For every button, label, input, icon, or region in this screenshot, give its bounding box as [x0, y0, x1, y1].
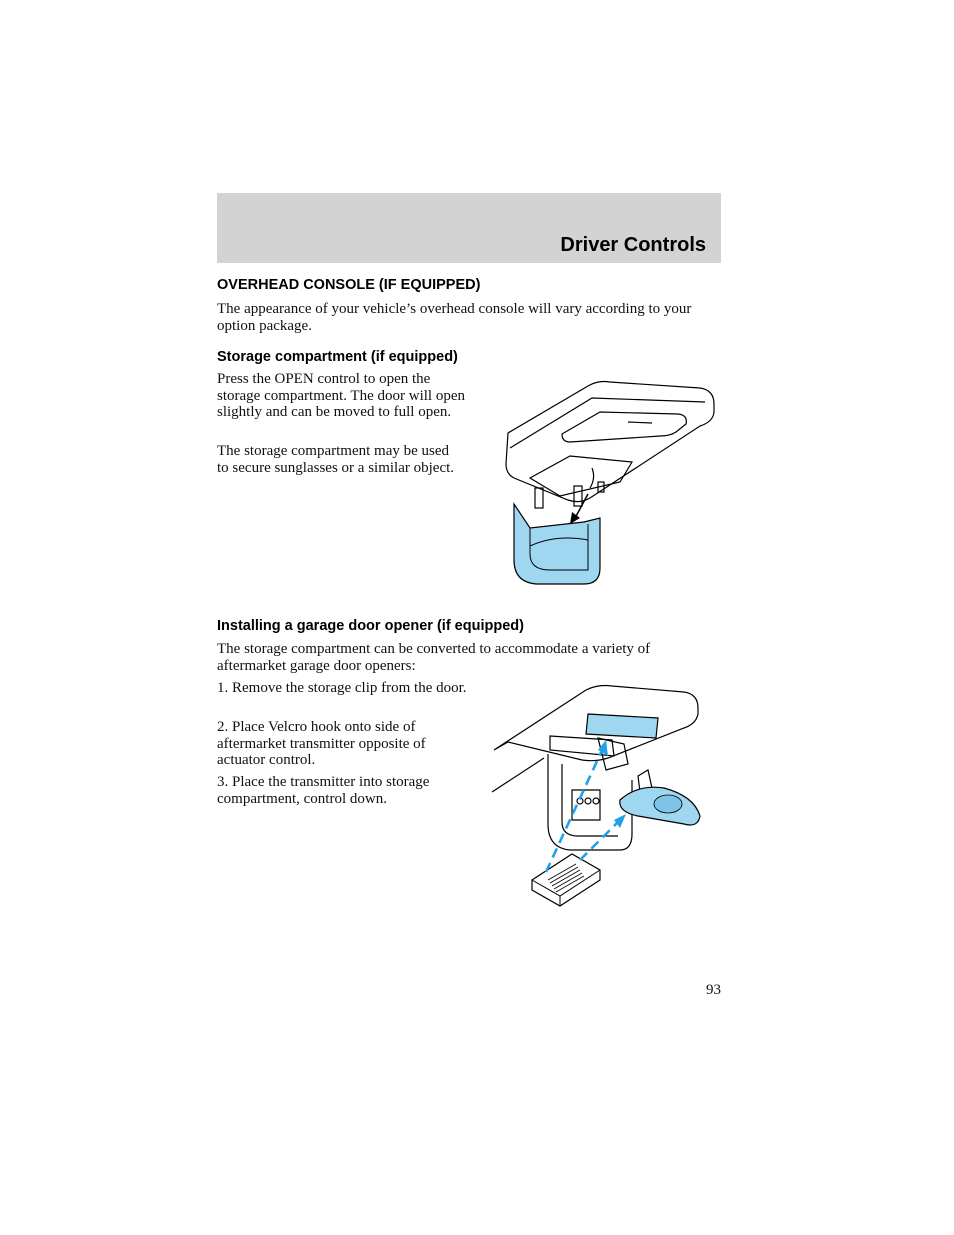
- install-arrows: [546, 746, 618, 872]
- storage-door-highlight: [514, 504, 600, 584]
- storage-heading: Storage compartment (if equipped): [217, 349, 458, 365]
- storage-para-2: The storage compartment may be used to secure sunglasses or a similar object.: [217, 443, 455, 476]
- garage-step-2: 2. Place Velcro hook onto side of aftermarket transmitter opposite of actuator control.: [217, 719, 426, 768]
- section-intro: The appearance of your vehicle’s overhead console will vary according to your option package.: [217, 301, 692, 334]
- garage-step-1: 1. Remove the storage clip from the door.: [217, 680, 467, 696]
- section-header-title: Driver Controls: [560, 234, 706, 256]
- garage-step-3: 3. Place the transmitter into storage compartment, control down.: [217, 774, 430, 807]
- storage-compartment-illustration: [500, 378, 722, 590]
- garage-opener-illustration: [488, 684, 704, 918]
- transmitter-box: [532, 854, 600, 906]
- storage-para-1: Press the OPEN control to open the storage compartment. The door will open slightly and can be moved to full open.: [217, 371, 465, 420]
- page-number: 93: [706, 982, 721, 998]
- header-band: [217, 193, 721, 263]
- garage-heading: Installing a garage door opener (if equipped): [217, 618, 524, 634]
- garage-intro: The storage compartment can be converted to accommodate a variety of aftermarket garage door openers:: [217, 641, 651, 674]
- visor-highlight: [586, 714, 658, 738]
- section-title: OVERHEAD CONSOLE (IF EQUIPPED): [217, 277, 481, 293]
